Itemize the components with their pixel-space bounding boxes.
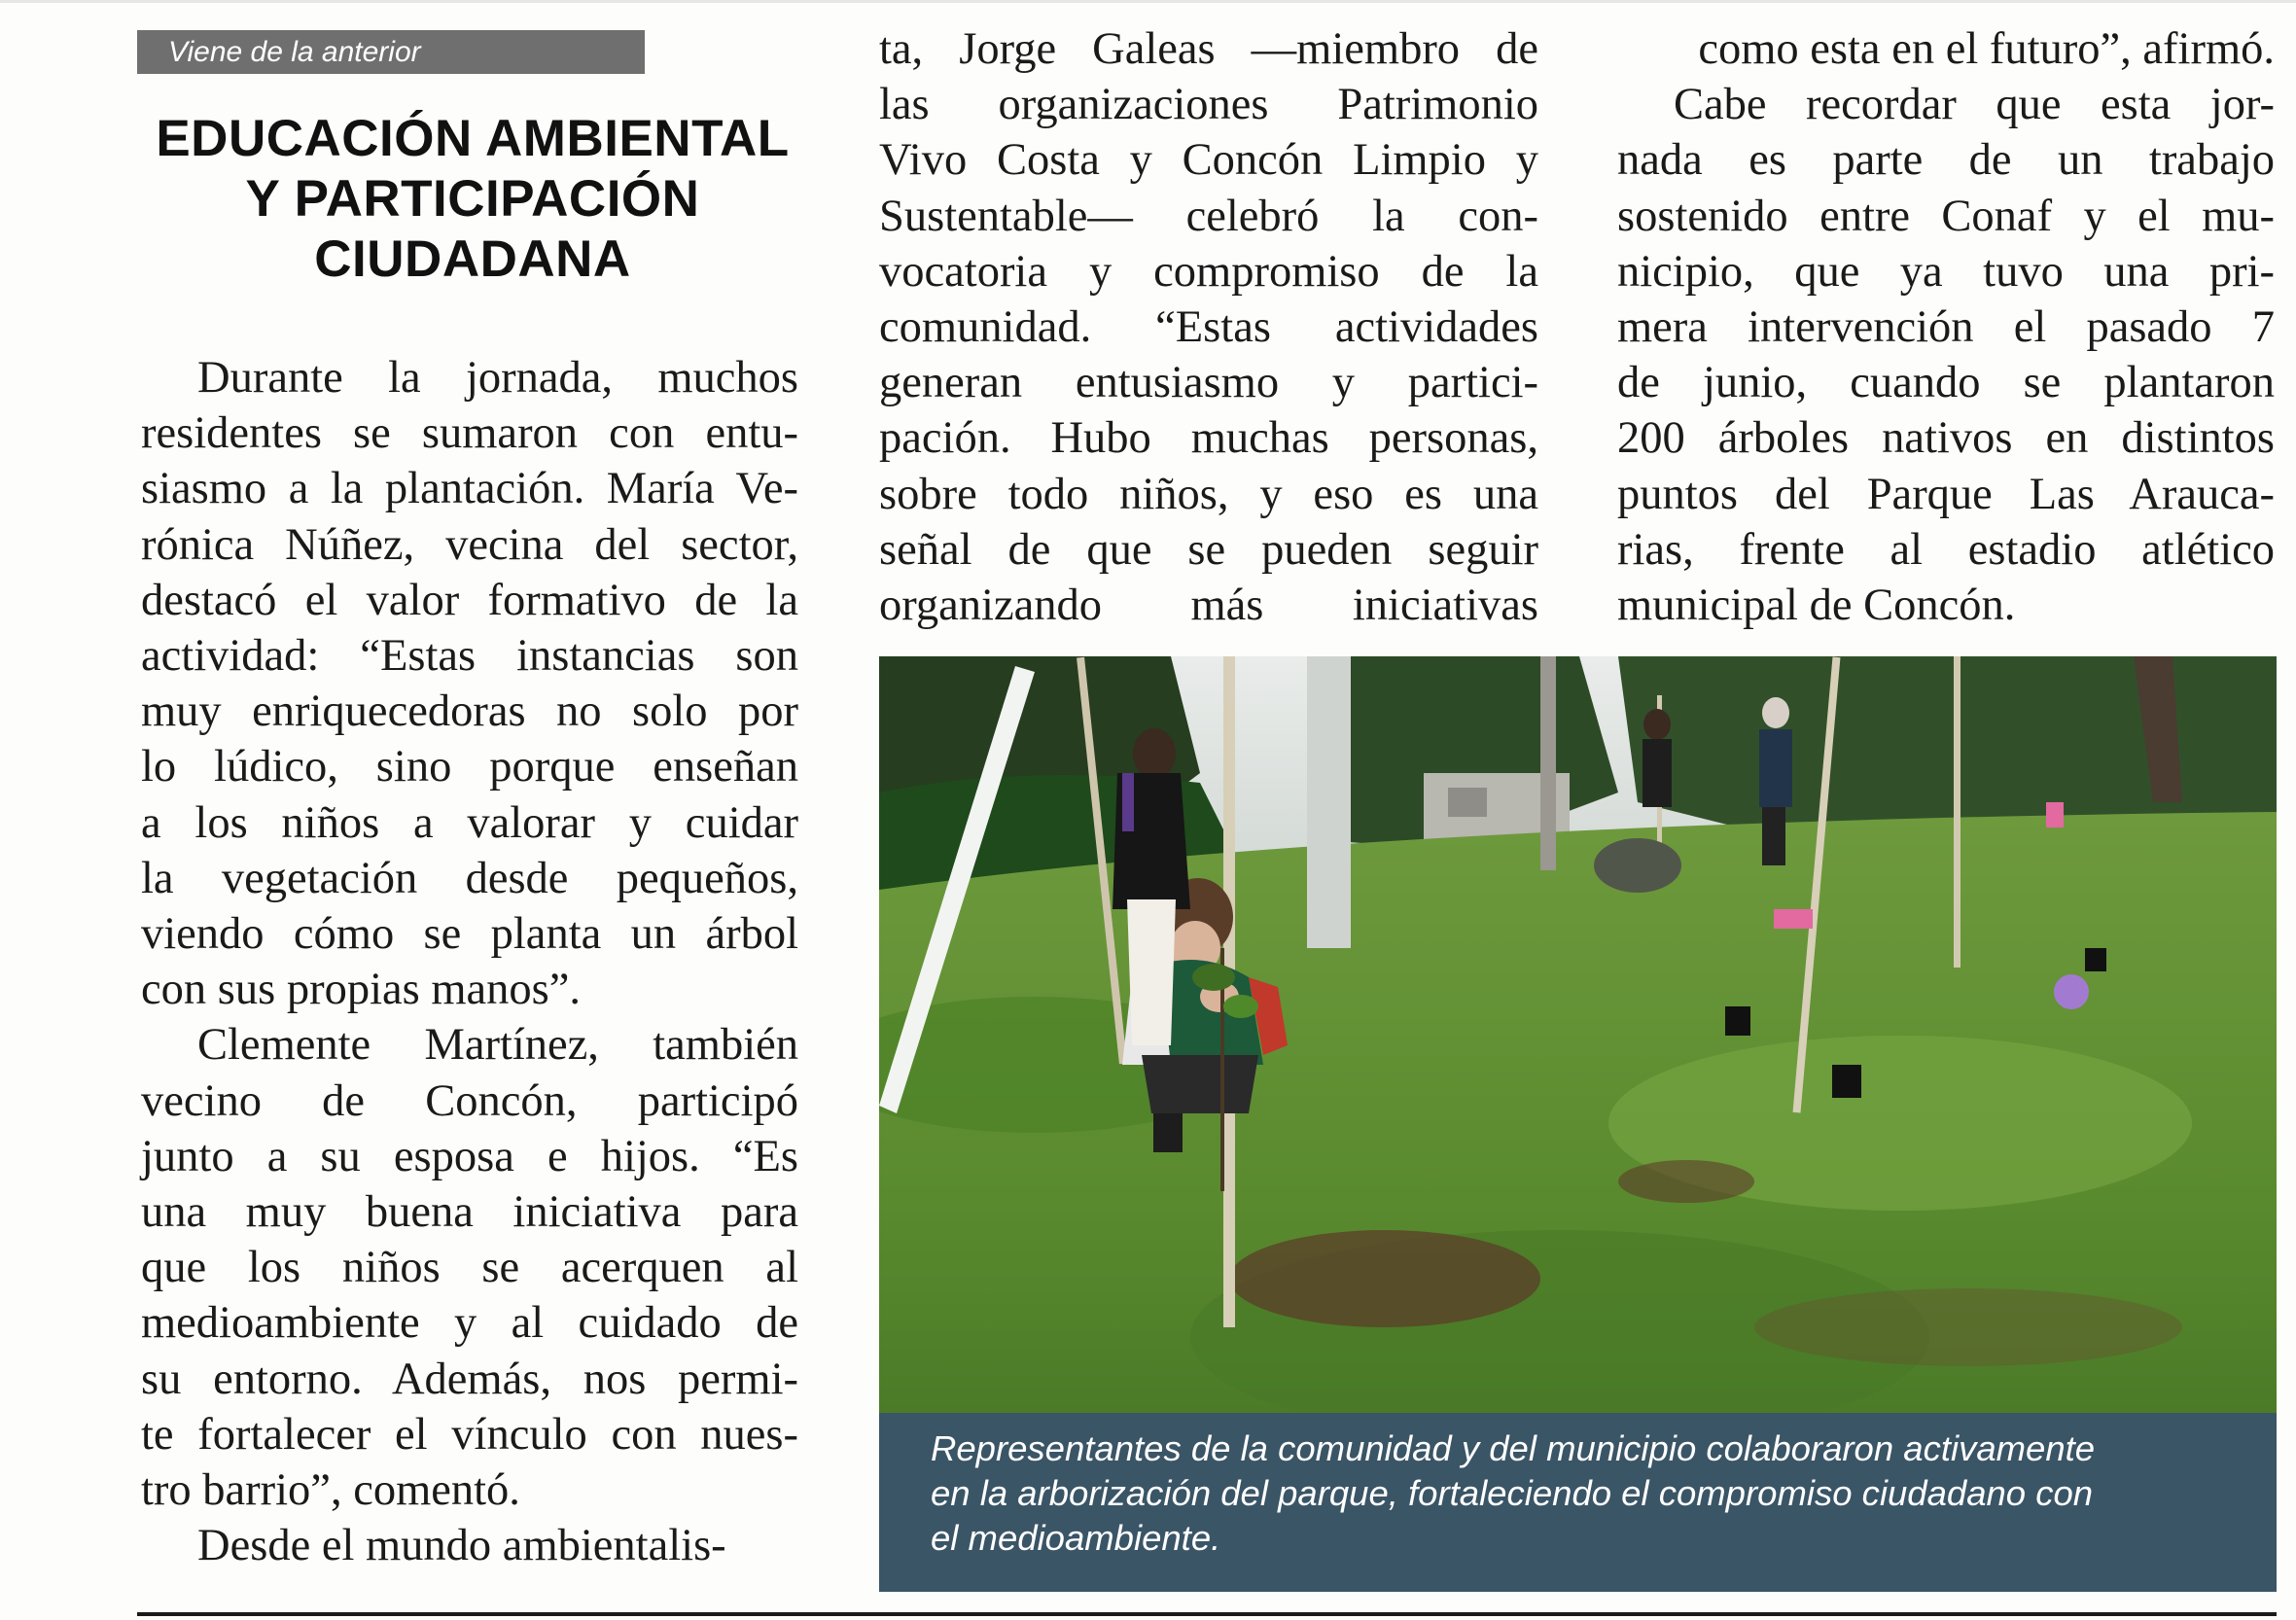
text-line: sostenido entre Conaf y el mu- [1617,191,2275,241]
dirt-patch [1618,1160,1754,1203]
text-line: lo lúdico, sino porque enseñan [141,742,798,792]
plant-pot [1832,1065,1861,1098]
text-column-1 [141,350,798,1573]
text-line: actividad: “Estas instancias son [141,631,798,682]
dirt-patch [1754,1288,2182,1366]
top-border [0,0,2296,3]
text-line: muy enriquecedoras no solo por [141,687,798,737]
text-line: generan entusiasmo y partici- [879,358,1538,408]
plant-pot [1725,1006,1750,1036]
continued-kicker: Viene de la anterior [137,30,645,74]
caption-line: Representantes de la comunidad y del municipio colaboraron activamente [931,1428,2096,1468]
wooden-stake [1954,656,1960,968]
text-line: destacó el valor formativo de la [141,575,798,625]
text-line: sobre todo niños, y eso es una [879,469,1538,519]
text-line: a los niños a valorar y cuidar [141,797,798,848]
text-line: la vegetación desde pequeños, [141,853,798,903]
text-line: organizando más iniciativas [879,581,1538,631]
text-line: Sustentable— celebró la con- [879,191,1538,241]
text-line: con sus propias manos”. [141,965,582,1015]
text-line: te fortalecer el vínculo con nues- [141,1409,798,1460]
text-line: vecino de Concón, participó [141,1075,798,1126]
text-line: su entorno. Además, nos permi- [141,1354,798,1404]
headline-line: EDUCACIÓN AMBIENTAL [156,110,790,167]
text-line: nicipio, que ya tuvo una pri- [1617,246,2275,297]
article-headline [137,109,808,290]
pinwheel [2054,974,2089,1009]
text-line: Desde el mundo ambientalis- [197,1521,726,1571]
text-line: señal de que se pueden seguir [879,524,1538,575]
text-line: Vivo Costa y Concón Limpio y [879,135,1538,186]
text-column-2 [879,21,1538,633]
photo-caption [879,1413,2277,1592]
text-line: tro barrio”, comentó. [141,1465,520,1516]
headline-line: Y PARTICIPACIÓN [245,170,700,228]
text-line: Clemente Martínez, también [197,1020,798,1071]
text-line: medioambiente y al cuidado de [141,1298,798,1349]
paragraph-conaf [1617,77,2275,633]
text-line: puntos del Parque Las Arauca- [1617,469,2275,519]
text-line: como esta en el futuro”, afirmó. [1698,24,2275,74]
plant-pot [2085,948,2106,971]
text-line: residentes se sumaron con entu- [141,408,798,459]
text-line: viendo cómo se planta un árbol [141,909,798,960]
text-line: nada es parte de un trabajo [1617,135,2275,186]
text-line: comunidad. “Estas actividades [879,302,1538,353]
headline-line: CIUDADANA [314,230,631,288]
text-line: rias, frente al estadio atlético [1617,524,2275,575]
text-line: mera intervención el pasado 7 [1617,302,2275,353]
text-line: 200 árboles nativos en distintos [1617,413,2275,464]
building-window [1448,788,1487,817]
text-column-3 [1617,21,2275,633]
paragraph-galeas-end [1617,21,2275,77]
text-line: las organizaciones Patrimonio [879,80,1538,130]
text-line: Cabe recordar que esta jor- [1674,80,2275,130]
bottom-rule [137,1612,2277,1616]
text-line: siasmo a la plantación. María Ve- [141,464,798,514]
text-line: de junio, cuando se plantaron [1617,358,2275,408]
pink-flag [2046,802,2064,828]
paragraph-galeas [879,21,1538,633]
dirt-patch [1229,1230,1540,1327]
paragraph-nunez [141,350,798,1017]
text-line: una muy buena iniciativa para [141,1187,798,1238]
text-line: que los niños se acerquen al [141,1243,798,1293]
text-line: junto a su esposa e hijos. “Es [141,1131,798,1181]
text-line: municipal de Concón. [1617,581,2016,631]
paragraph-galeas-start [141,1518,798,1573]
paragraph-martinez [141,1017,798,1518]
text-line: ta, Jorge Galeas —miembro de [879,24,1538,74]
caption-line: en la arborización del parque, fortaleciendo el compromiso ciudadano con [931,1473,2094,1513]
text-line: rónica Núñez, vecina del sector, [141,519,798,570]
caption-line: el medioambiente. [931,1518,1221,1558]
tree-trunk [1540,656,1556,870]
tree-trunk [1307,656,1351,948]
text-line: pación. Hubo muchas personas, [879,413,1538,464]
text-line: vocatoria y compromiso de la [879,246,1538,297]
text-line: Durante la jornada, muchos [197,353,798,403]
